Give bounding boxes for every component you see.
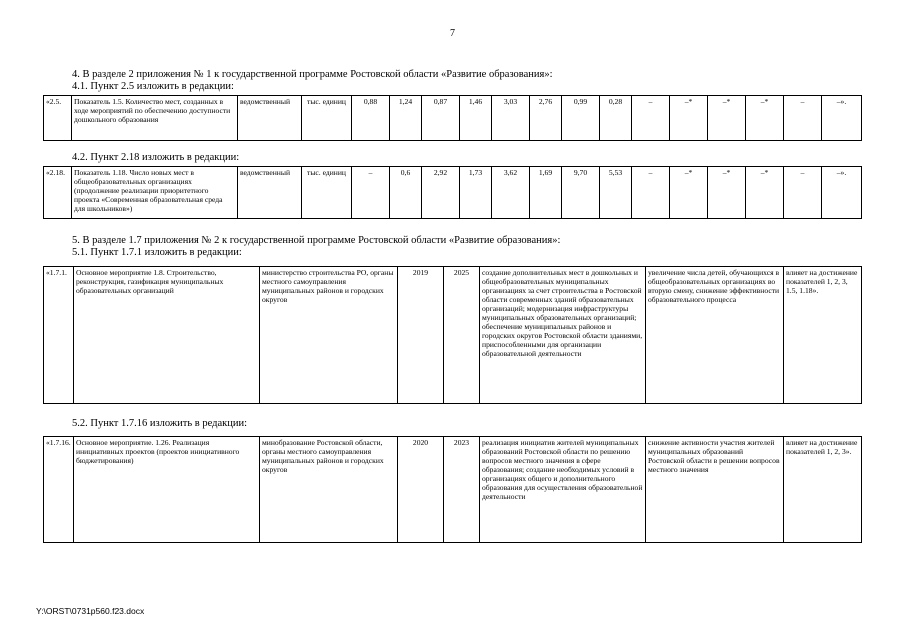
table-cell: – (352, 167, 390, 219)
table-cell: 2025 (444, 267, 480, 404)
table-cell: 3,62 (492, 167, 530, 219)
table-cell: – (632, 96, 670, 141)
table-cell: создание дополнительных мест в дошкольных и общеобразовательных муниципальных организациях за счет строительства в Ростовской области современных зданий образовательных организаций; модернизация инфраструктуры муниципальных образовательных организаций; обеспечение муниципальных районов и городских округов Ростовской области зданиями, приспособленными для организации образовательной деятельности (480, 267, 646, 404)
table-cell: –* (670, 96, 708, 141)
table-cell: увеличение числа детей, обучающихся в общеобразовательных организациях во вторую смену, снижение эффективности образовательного процесса (646, 267, 784, 404)
table-cell: –* (746, 96, 784, 141)
table-cell: 2023 (444, 437, 480, 543)
paragraph-4-1: 4.1. Пункт 2.5 изложить в редакции: (72, 81, 234, 92)
table-cell: –». (822, 167, 862, 219)
table-row (44, 96, 862, 141)
paragraph-5-1: 5.1. Пункт 1.7.1 изложить в редакции: (72, 247, 242, 258)
table-cell: «2.18. (44, 167, 72, 219)
table-cell: «1.7.1. (44, 267, 74, 404)
table-cell: 0,87 (422, 96, 460, 141)
table-cell: 1,73 (460, 167, 492, 219)
table-item-1-7-16 (43, 436, 862, 543)
table-item-2-18 (43, 166, 862, 219)
table-cell: 0,28 (600, 96, 632, 141)
table-cell: –* (708, 96, 746, 141)
table-cell: 9,70 (562, 167, 600, 219)
table-cell: Показатель 1.18. Число новых мест в общеобразовательных организациях (продолжение реализации приоритетного проекта «Современная образовательная среда для школьников») (72, 167, 238, 219)
table-cell: 5,53 (600, 167, 632, 219)
table-cell: 1,24 (390, 96, 422, 141)
table-cell: «1.7.16. (44, 437, 74, 543)
table-cell: – (632, 167, 670, 219)
table-cell: –* (708, 167, 746, 219)
table-cell: 3,03 (492, 96, 530, 141)
table-item-1-7-1 (43, 266, 862, 404)
table-cell: 2,92 (422, 167, 460, 219)
file-path-footer: Y:\ORST\0731p560.f23.docx (36, 606, 145, 616)
page-number: 7 (450, 28, 455, 39)
table-cell: «2.5. (44, 96, 72, 141)
table-row (44, 437, 862, 543)
section-5-heading: 5. В разделе 1.7 приложения № 2 к государственной программе Ростовской области «Развитие образования»: (72, 235, 561, 246)
table-cell: минобразование Ростовской области, органы местного самоуправления муниципальных районов и городских округов (260, 437, 398, 543)
table-cell: 1,46 (460, 96, 492, 141)
table-cell: 1,69 (530, 167, 562, 219)
table-cell: 0,6 (390, 167, 422, 219)
table-cell: –». (822, 96, 862, 141)
table-cell: 2020 (398, 437, 444, 543)
table-cell: 0,88 (352, 96, 390, 141)
table-cell: –* (746, 167, 784, 219)
table-cell: ведомственный (238, 96, 302, 141)
table-cell: тыс. единиц (302, 167, 352, 219)
table-cell: 2019 (398, 267, 444, 404)
section-4-heading: 4. В разделе 2 приложения № 1 к государственной программе Ростовской области «Развитие образования»: (72, 69, 553, 80)
table-cell: Основное мероприятие 1.8. Строительство, реконструкция, газификация муниципальных образовательных организаций (74, 267, 260, 404)
table-cell: 2,76 (530, 96, 562, 141)
table-cell: ведомственный (238, 167, 302, 219)
table-cell: –* (670, 167, 708, 219)
table-cell: – (784, 96, 822, 141)
table-item-2-5 (43, 95, 862, 141)
table-cell: тыс. единиц (302, 96, 352, 141)
table-cell: – (784, 167, 822, 219)
paragraph-5-2: 5.2. Пункт 1.7.16 изложить в редакции: (72, 418, 247, 429)
table-cell: министерство строительства РО, органы местного самоуправления муниципальных районов и городских округов (260, 267, 398, 404)
paragraph-4-2: 4.2. Пункт 2.18 изложить в редакции: (72, 152, 240, 163)
table-cell: снижение активности участия жителей муниципальных образований Ростовской области в решении вопросов местного значения (646, 437, 784, 543)
table-row (44, 267, 862, 404)
table-cell: Основное мероприятие. 1.26. Реализация инициативных проектов (проектов инициативного бюджетирования) (74, 437, 260, 543)
table-cell: 0,99 (562, 96, 600, 141)
table-cell: влияет на достижение показателей 1, 2, 3». (784, 437, 862, 543)
table-cell: влияет на достижение показателей 1, 2, 3, 1.5, 1.18». (784, 267, 862, 404)
table-cell: Показатель 1.5. Количество мест, созданных в ходе мероприятий по обеспечению доступности дошкольного образования (72, 96, 238, 141)
table-row (44, 167, 862, 219)
table-cell: реализация инициатив жителей муниципальных образований Ростовской области по решению вопросов местного значения в сфере образования; создание необходимых условий в организациях общего и дополнительного образования для осуществления образовательной деятельности (480, 437, 646, 543)
